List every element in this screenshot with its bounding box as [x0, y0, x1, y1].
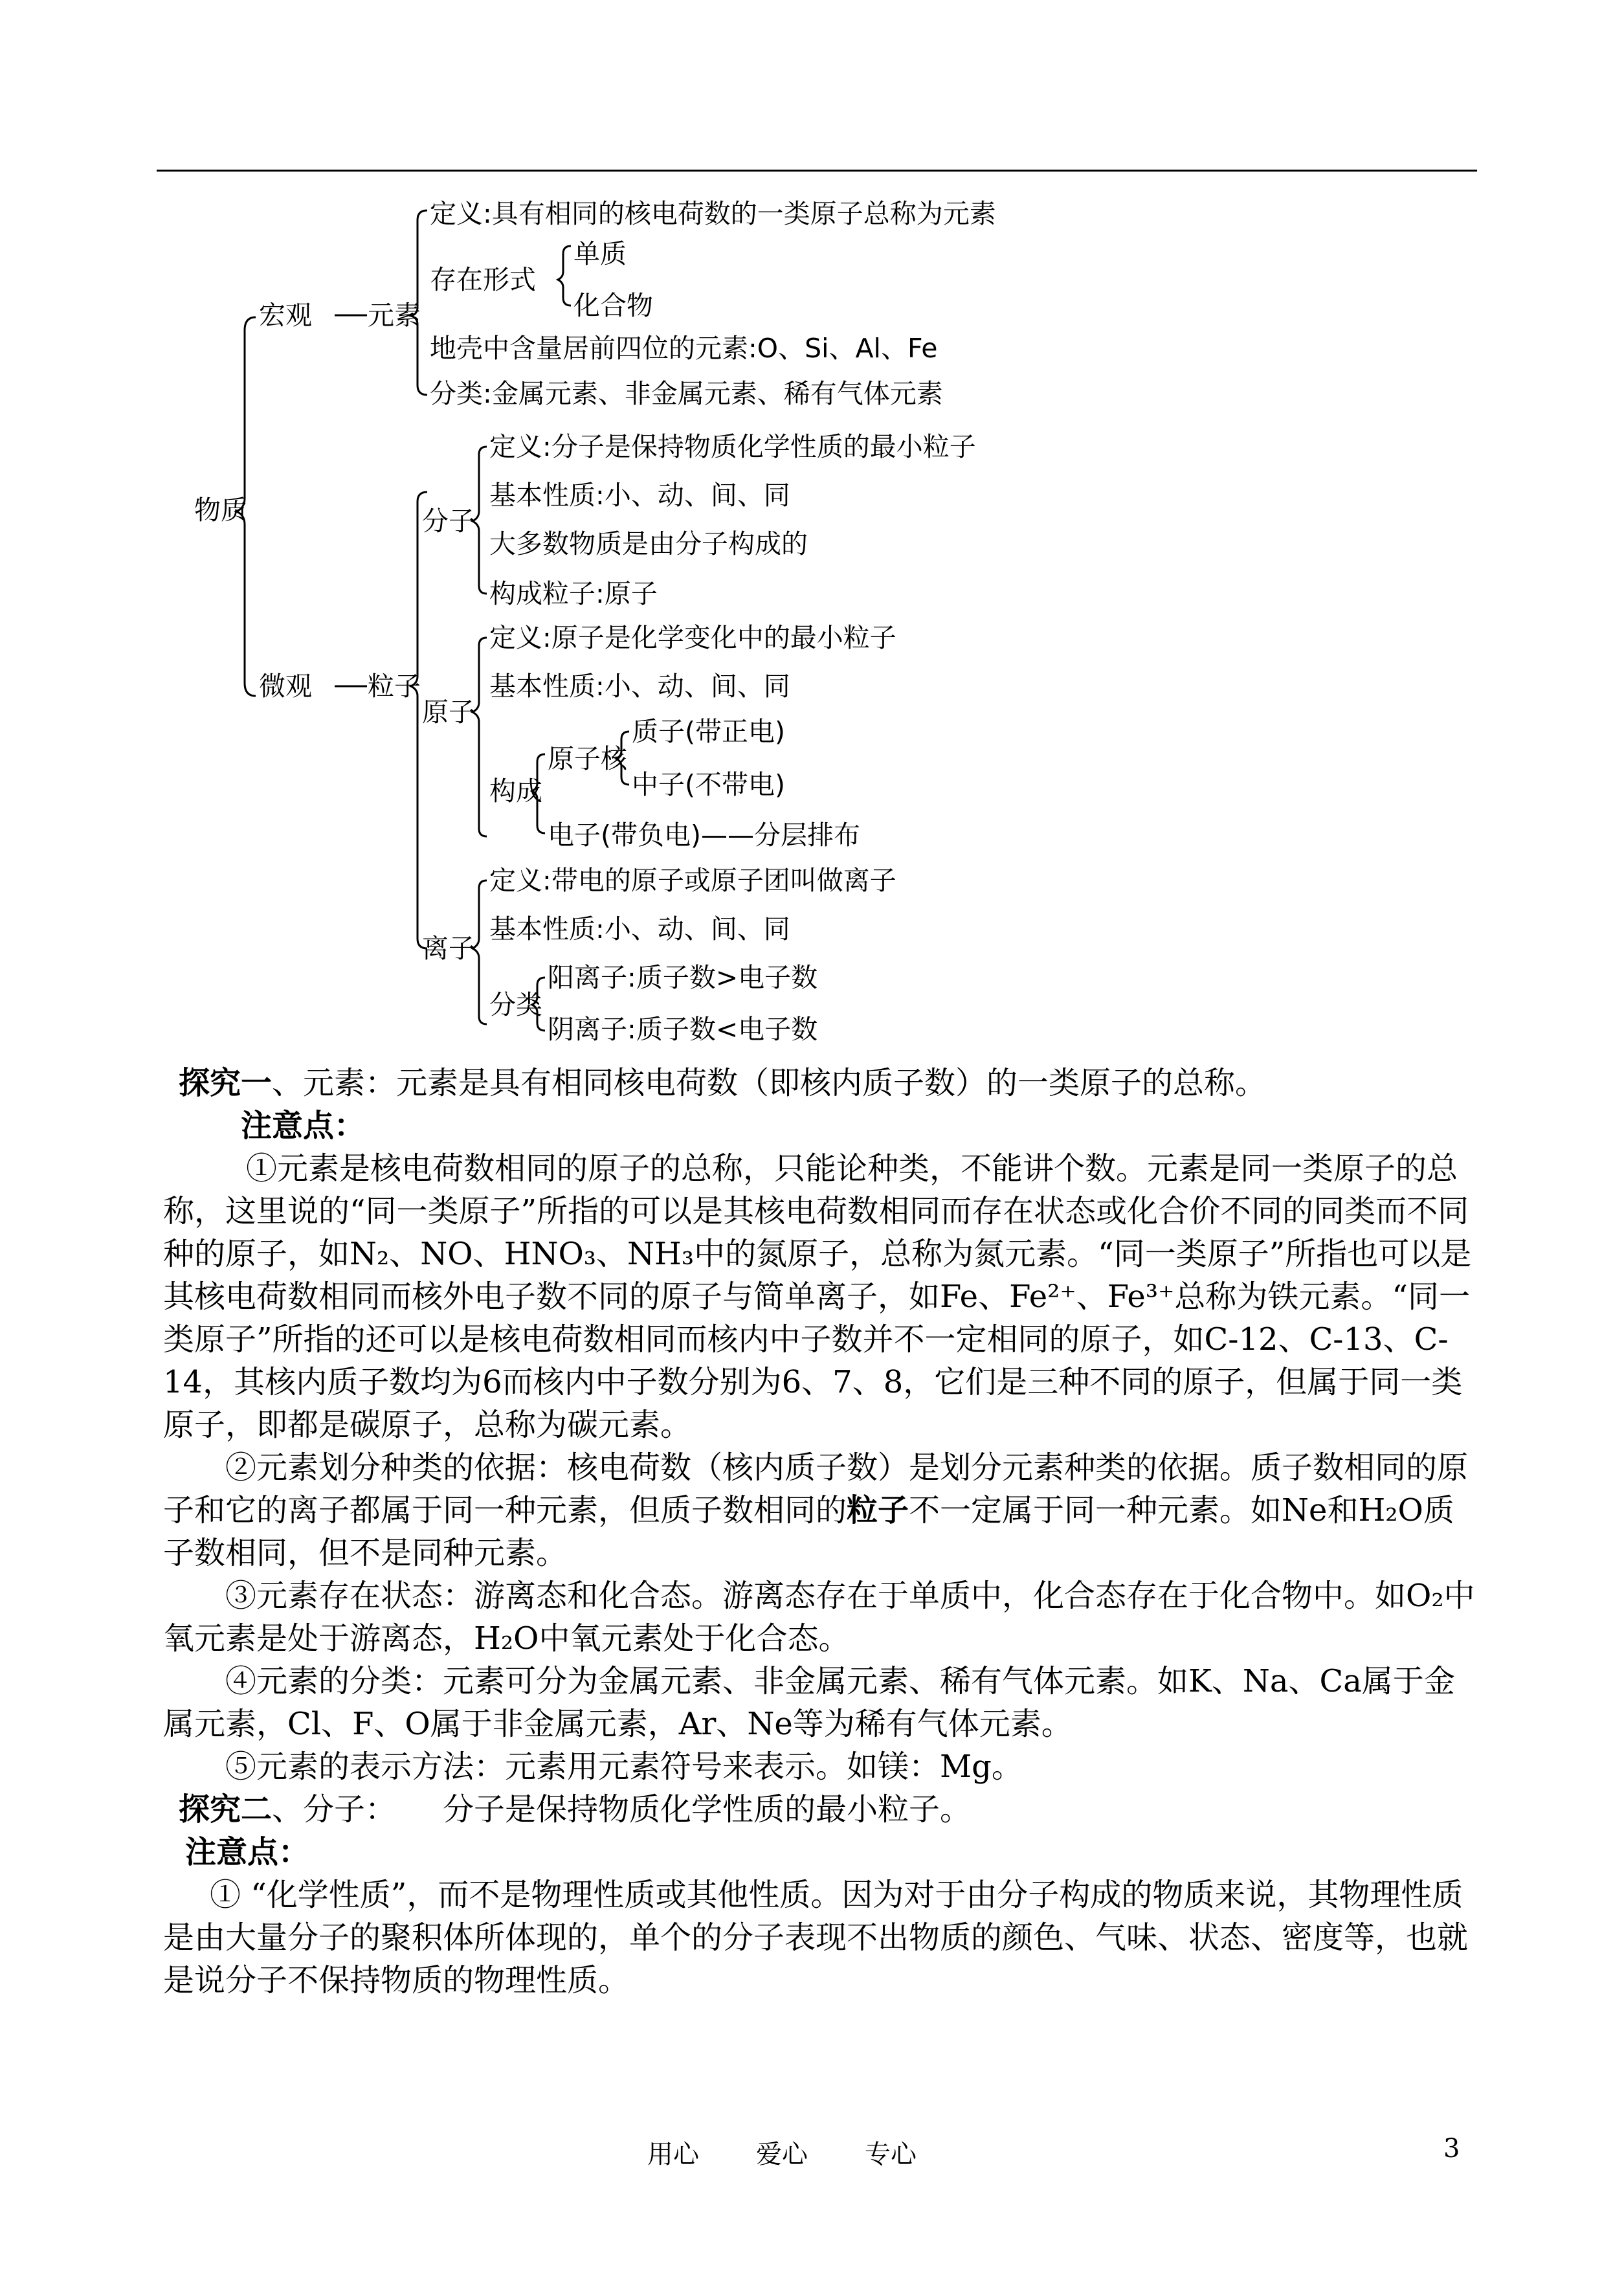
paragraph-2-part-1: ②元素划分种类的依据：核电荷数（核内质子数）是划分元素种类的依据。质子数相同的原子和它的离子都属于同一种元素，但质子数相同的 [163, 1449, 1469, 1528]
paragraph-2-part-2: 不一定属于同一种元素。如Ne和H₂O质子数相同，但不是同种元素。 [163, 1492, 1454, 1571]
paragraph-6: ① “化学性质”，而不是物理性质或其他性质。因为对于由分子构成的物质来说，其物理性质是由大量分子的聚积体所体现的，单个的分子表现不出物质的颜色、气味、状态、密度等，也就是说分子不保持物质的物理性质。 [163, 1877, 1469, 1998]
page-number: 3 [1443, 2134, 1460, 2164]
atom-property: 基本性质:小、动、间、同 [489, 671, 790, 702]
footer-motto-3: 专心 [865, 2140, 917, 2169]
molecule-definition: 定义:分子是保持物质化学性质的最小粒子 [489, 431, 976, 462]
element-label: 元素 [368, 300, 421, 331]
section-1-statement: 、元素：元素是具有相同核电荷数（即核内质子数）的一类原子的总称。 [272, 1065, 1267, 1101]
macro-label: 宏观 [259, 300, 312, 331]
element-definition: 定义:具有相同的核电荷数的一类原子总称为元素 [430, 198, 996, 229]
section-2-statement: 、分子： 分子是保持物质化学性质的最小粒子。 [272, 1791, 972, 1828]
note-heading-2: 注意点： [185, 1834, 310, 1870]
proton-label: 质子(带正电) [632, 716, 785, 747]
crust-elements: 地壳中含量居前四位的元素:O、Si、Al、Fe [430, 333, 938, 364]
neutron-label: 中子(不带电) [632, 769, 785, 800]
paragraph-5: ⑤元素的表示方法：元素用元素符号来表示。如镁：Mg。 [225, 1749, 1023, 1785]
root-label: 物质 [194, 495, 247, 526]
section-1-heading [163, 1062, 1477, 1104]
footer-motto-1: 用心 [647, 2140, 699, 2169]
atom-definition: 定义:原子是化学变化中的最小粒子 [489, 622, 896, 653]
element-classification: 分类:金属元素、非金属元素、稀有气体元素 [430, 378, 943, 409]
ion-definition: 定义:带电的原子或原子团叫做离子 [489, 865, 896, 896]
ion-classification: 分类 [489, 989, 542, 1020]
molecule-composition: 构成粒子:原子 [489, 578, 658, 609]
note-heading-1: 注意点： [241, 1108, 366, 1144]
nucleus-label: 原子核 [548, 743, 627, 774]
section-1-title: 探究一 [179, 1065, 273, 1101]
molecule-label: 分子 [422, 506, 475, 537]
cation-label: 阳离子:质子数>电子数 [548, 962, 818, 993]
exist-forms-label: 存在形式 [430, 264, 536, 295]
anion-label: 阴离子:质子数<电子数 [548, 1014, 818, 1045]
section-2-title: 探究二 [179, 1791, 273, 1828]
paragraph-1: ①元素是核电荷数相同的原子的总称，只能论种类，不能讲个数。元素是同一类原子的总称，这里说的“同一类原子”所指的可以是其核电荷数相同而存在状态或化合价不同的同类而不同种的原子，如N₂、NO、HNO₃、NH₃中的氮原子，总称为氮元素。“同一类原子”所指也可以是其核电荷数相同而核外电子数不同的原子与简单离子，如Fe、Fe²⁺、Fe³⁺总称为铁元素。“同一类原子”所指的还可以是核电荷数相同而核内中子数并不一定相同的原子，如C-12、C-13、C-14，其核内质子数均为6而核内中子数分别为6、7、8，它们是三种不同的原子，但属于同一类原子，即都是碳原子，总称为碳元素。 [163, 1150, 1472, 1443]
simple-substance: 单质 [573, 238, 627, 269]
paragraph-2-bold: 粒子 [847, 1492, 909, 1528]
paragraph-3: ③元素存在状态：游离态和化合态。游离态存在于单质中，化合态存在于化合物中。如O₂中氧元素是处于游离态，H₂O中氧元素处于化合态。 [163, 1578, 1475, 1657]
molecule-most: 大多数物质是由分子构成的 [489, 528, 808, 559]
electron-label: 电子(带负电)——分层排布 [548, 820, 860, 851]
body-text [163, 1062, 1477, 2002]
ion-label: 离子 [422, 933, 475, 964]
particle-label: 粒子 [368, 671, 421, 702]
molecule-property: 基本性质:小、动、间、同 [489, 480, 790, 511]
ion-property: 基本性质:小、动、间、同 [489, 913, 790, 945]
section-2-heading [163, 1788, 1477, 1831]
atom-composition: 构成 [489, 776, 542, 807]
footer-motto-2: 爱心 [756, 2140, 808, 2169]
atom-label: 原子 [422, 697, 475, 728]
compound: 化合物 [573, 290, 653, 321]
paragraph-4: ④元素的分类：元素可分为金属元素、非金属元素、稀有气体元素。如K、Na、Ca属于金属元素，Cl、F、O属于非金属元素，Ar、Ne等为稀有气体元素。 [163, 1663, 1455, 1742]
micro-label: 微观 [259, 671, 312, 702]
paragraph-2 [163, 1446, 1477, 1574]
